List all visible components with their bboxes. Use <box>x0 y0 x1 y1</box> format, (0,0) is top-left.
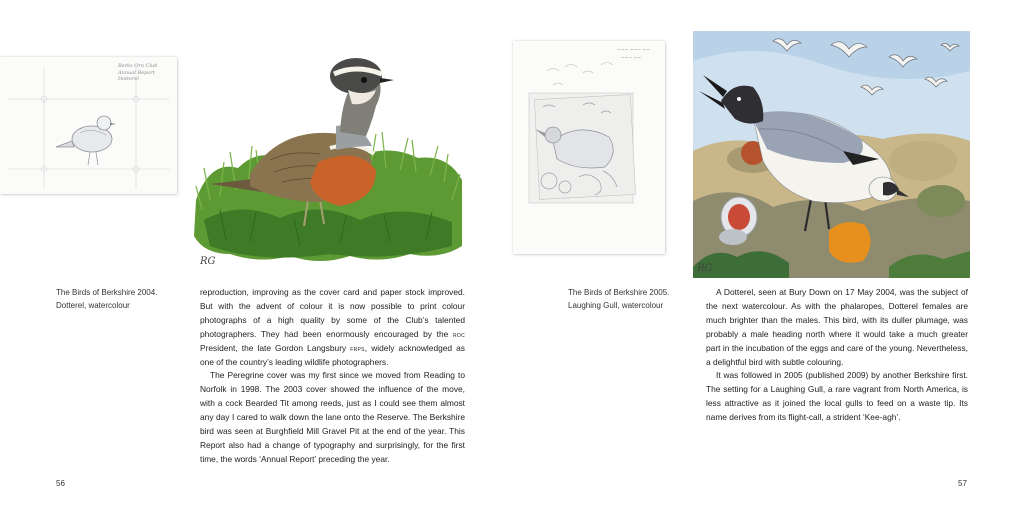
laughing-gull-watercolour <box>693 31 970 278</box>
artist-signature: RG <box>200 256 216 267</box>
right-figure-caption: The Birds of Berkshire 2005. Laughing Gull, watercolour <box>568 288 670 310</box>
left-paragraph-1: reproduction, improving as the cover card and paper stock improved. But with the advent of colour it is now possible to print colour photographs of a high quality by some of the Club’s talented photographers. They had been enormously encouraged by the roc President, the late Gordon Langsbury frps, widely acknowledged as one of the country’s leading wildlife photographers. <box>200 287 466 367</box>
left-body-text <box>200 286 465 467</box>
sketch-pencil-note: Berks Orn Club Annual Report Dotterel <box>118 63 158 82</box>
dotterel-sketch-card <box>0 57 177 194</box>
svg-text:~~~ ~~~ ~~: ~~~ ~~~ ~~ <box>617 48 651 53</box>
page-number-left: 56 <box>56 479 65 488</box>
gull-sketch-card <box>513 41 665 254</box>
page-number-right: 57 <box>958 479 967 488</box>
left-figure-caption: The Birds of Berkshire 2004. Dotterel, watercolour <box>56 288 158 310</box>
right-paragraph-1: A Dotterel, seen at Bury Down on 17 May 2004, was the subject of the next watercolour. As with the phalaropes, Dotterel females are much brighter than the males. This bird, with its duller plumage, was probably a male heading north where it would take a much greater part in the incubation of the eggs and care of the young. Nevertheless, a delightful bird with subtle colouring. <box>706 287 968 367</box>
gull-pencil-sketch <box>513 41 665 254</box>
svg-text:~~~ ~~: ~~~ ~~ <box>621 56 642 61</box>
artist-signature-right: RG <box>697 263 713 274</box>
dotterel-watercolour <box>190 50 466 272</box>
right-paragraph-2: It was followed in 2005 (published 2009) by another Berkshire first. The setting for a Laughing Gull, a rare vagrant from North America, is less attractive as it joined the local gulls to feed on a waste tip. Its name derives from its flight-call, a strident ‘Kee-agh’. <box>706 370 968 423</box>
left-paragraph-2: The Peregrine cover was my first since we moved from Reading to Norfolk in 1998. The 2003 cover showed the influence of the move, with a cock Bearded Tit among reeds, just as I could see them almost any day I cared to walk down the lane onto the Reserve. The Berkshire bird was seen at Burghfield Mill Gravel Pit at the end of the year. This Report also had a change of typography and surprisingly, for the first time, the words ‘Annual Report’ preceding the year. <box>200 370 465 464</box>
right-body-text <box>706 286 968 425</box>
